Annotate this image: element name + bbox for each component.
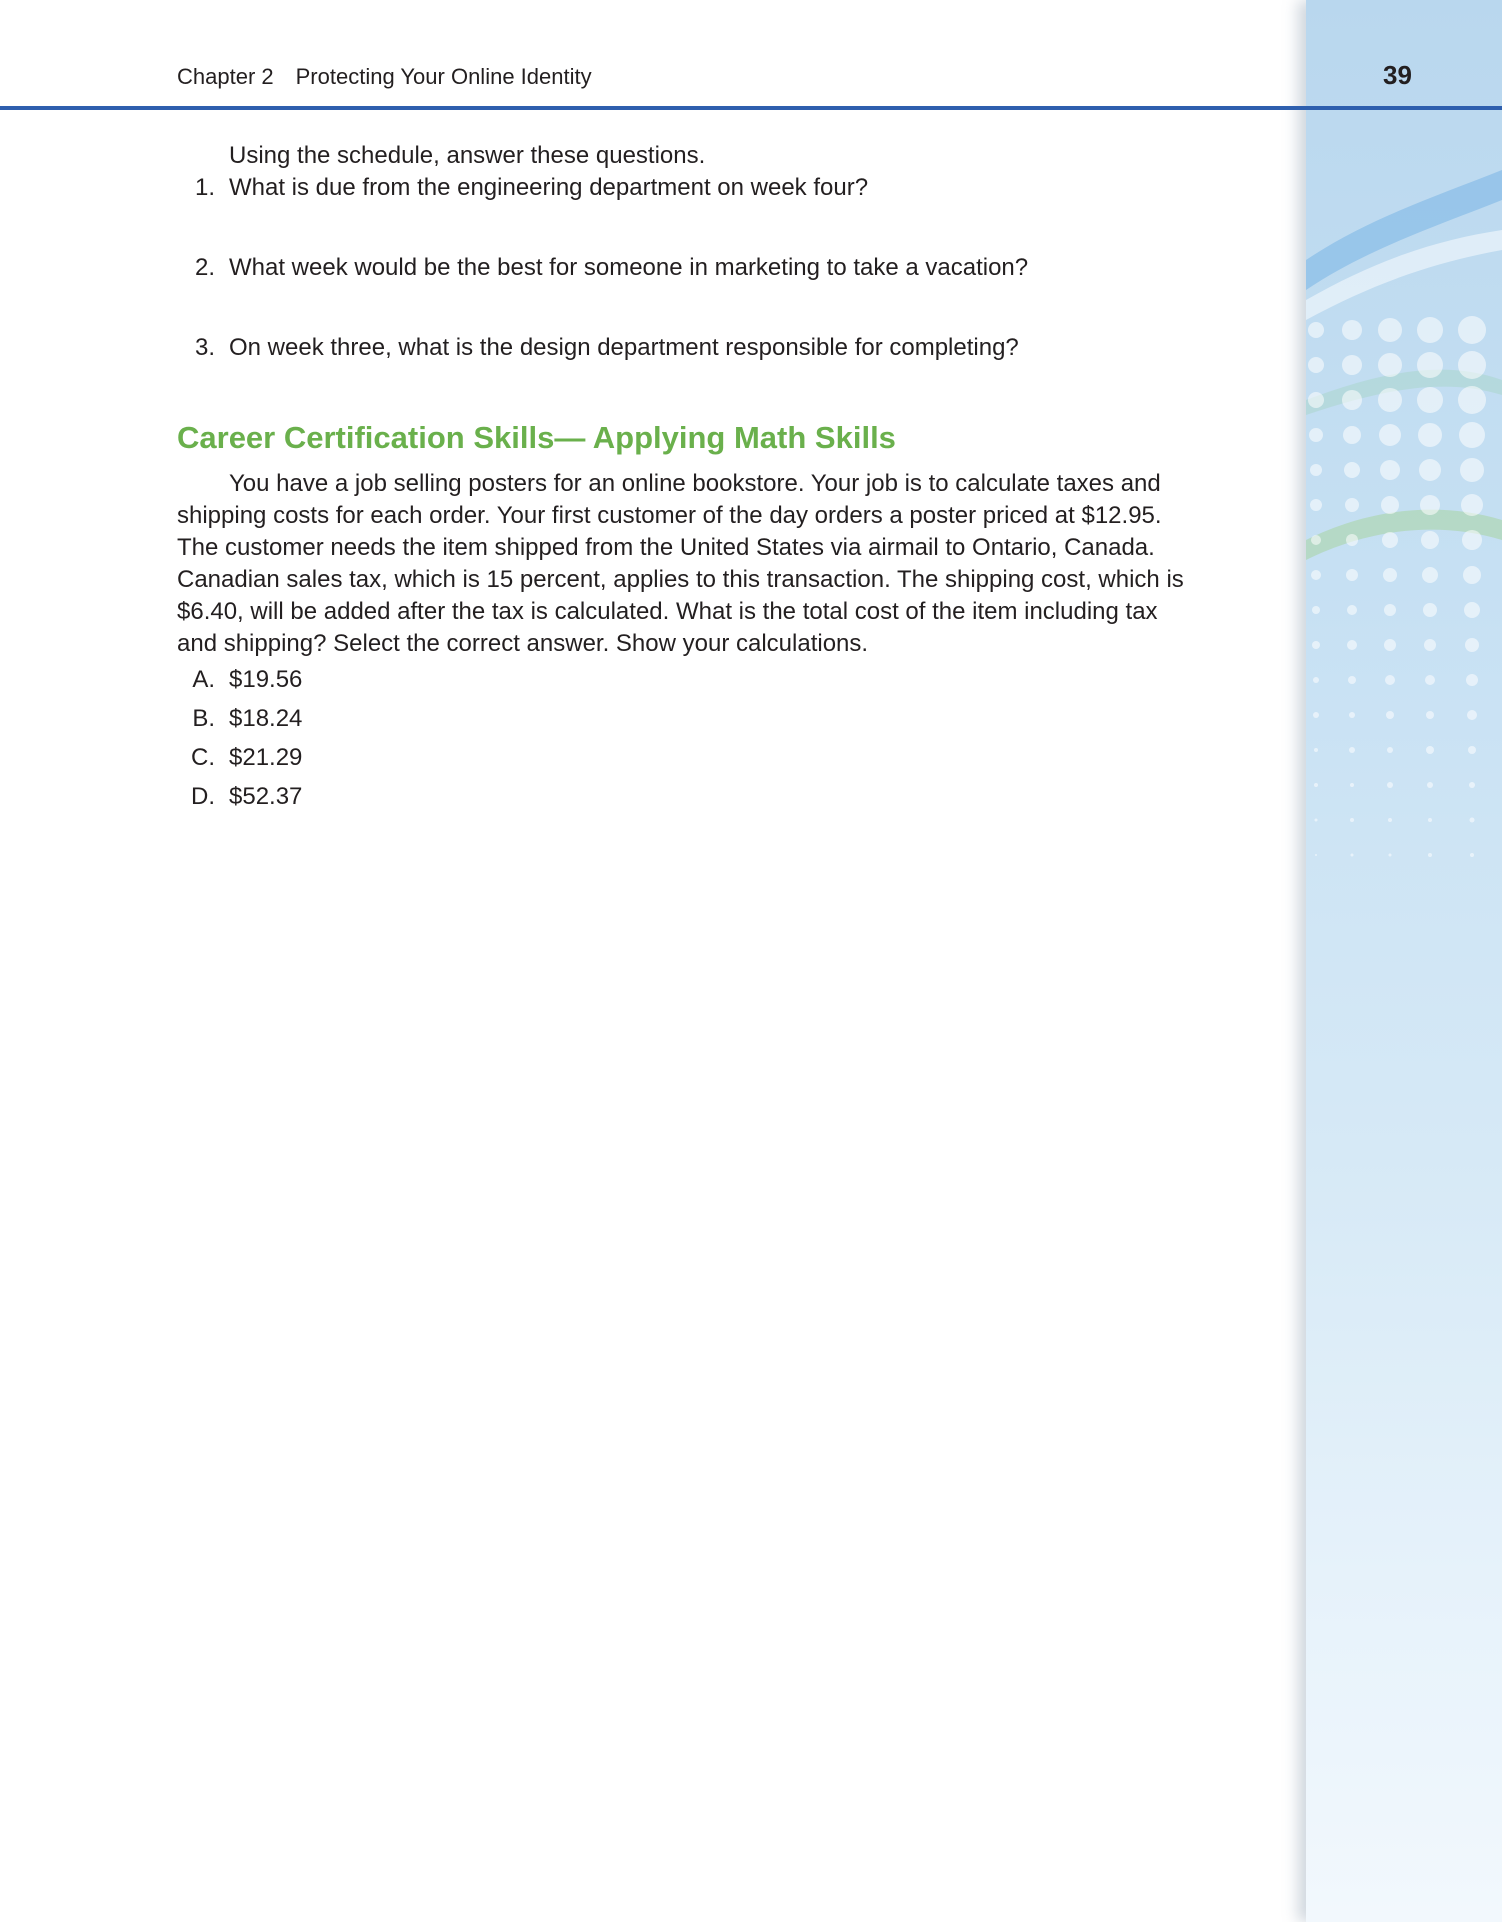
header-rule bbox=[0, 106, 1502, 110]
page-content bbox=[177, 140, 1187, 816]
answer-letter: C. bbox=[191, 744, 215, 771]
question-number: 3. bbox=[194, 334, 215, 361]
answer-letter: A. bbox=[192, 666, 215, 693]
question-number: 2. bbox=[194, 254, 215, 281]
answer-text: $19.56 bbox=[229, 666, 303, 693]
answer-choice bbox=[177, 738, 1187, 777]
answer-text: $21.29 bbox=[229, 744, 303, 771]
page-header bbox=[0, 0, 1502, 110]
chapter-number: Chapter 2 bbox=[177, 64, 274, 89]
question-text: On week three, what is the design department responsible for completing? bbox=[229, 334, 1019, 361]
answer-choice bbox=[177, 699, 1187, 738]
question-text: What is due from the engineering department on week four? bbox=[229, 174, 869, 201]
running-head bbox=[177, 64, 592, 90]
answer-letter: B. bbox=[192, 705, 215, 732]
question-item bbox=[177, 172, 1187, 204]
question-text: What week would be the best for someone in marketing to take a vacation? bbox=[229, 254, 1029, 281]
side-band-pattern bbox=[1306, 0, 1502, 1922]
problem-paragraph: You have a job selling posters for an online bookstore. Your job is to calculate taxes and shipping costs for each order. Your first customer of the day orders a poster priced at $12.95. The customer needs the item shipped from the United States via airmail to Ontario, Canada. Canadian sales tax, which is 15 percent, applies to this transaction. The shipping cost, which is $6.40, will be added after the tax is calculated. What is the total cost of the item including tax and shipping? Select the correct answer. Show your calculations. bbox=[177, 470, 1184, 657]
answer-choices bbox=[177, 660, 1187, 816]
chapter-title: Protecting Your Online Identity bbox=[295, 64, 592, 89]
answer-letter: D. bbox=[191, 783, 215, 810]
answer-choice bbox=[177, 777, 1187, 816]
answer-choice bbox=[177, 660, 1187, 699]
question-number: 1. bbox=[194, 174, 215, 201]
decorative-side-band bbox=[1306, 0, 1502, 1922]
section-heading: Career Certification Skills— Applying Math Skills bbox=[177, 420, 896, 455]
schedule-intro: Using the schedule, answer these questions. bbox=[229, 142, 706, 169]
page-number: 39 bbox=[1383, 60, 1412, 90]
question-item bbox=[177, 252, 1187, 284]
question-item bbox=[177, 332, 1187, 364]
answer-text: $52.37 bbox=[229, 783, 303, 810]
answer-text: $18.24 bbox=[229, 705, 303, 732]
schedule-questions bbox=[177, 172, 1187, 364]
